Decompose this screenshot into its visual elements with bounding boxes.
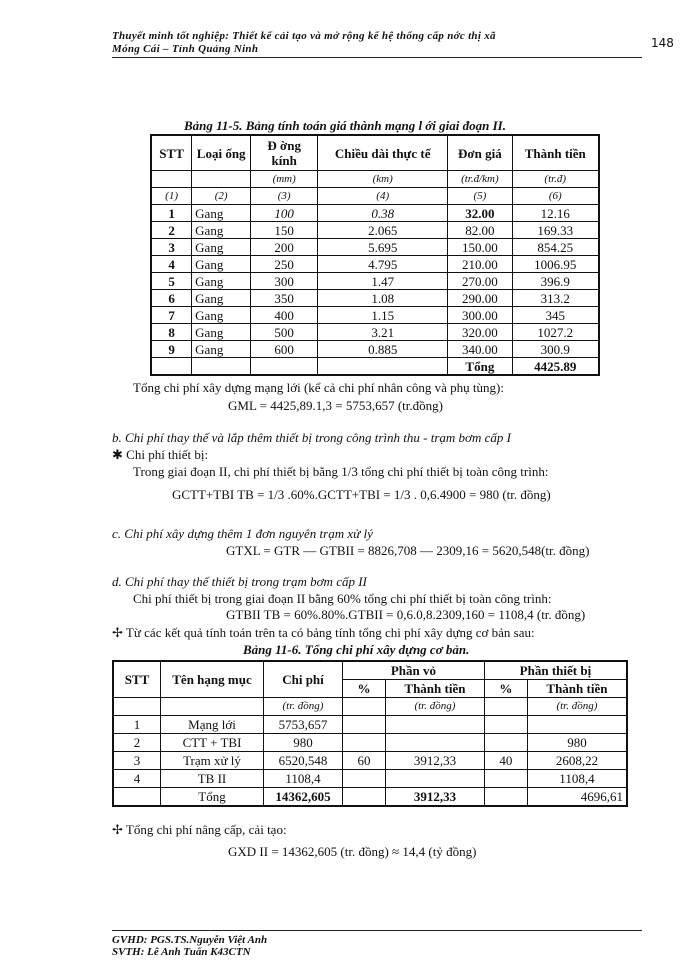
total-equipment: 4696,61 [527,788,627,807]
col-equip-percent: % [484,680,527,698]
table-row: 7 Gang 400 1.15 300.00 345 [151,307,599,324]
col-equip-amount: Thành tiền [527,680,627,698]
cross-bullet-icon: ✢ [112,822,126,837]
table-row: 6 Gang 350 1.08 290.00 313.2 [151,290,599,307]
col-shell: Phần vỏ [343,661,485,680]
footer-rule [112,930,642,931]
col-unit-price: Đơn giá [448,135,512,171]
total-row [151,358,599,376]
section-d-heading: d. Chi phí thay thế thiết bị trong trạm bơm cấp II [112,574,367,589]
header-line-1: Thuyết minh tốt nghiệp: Thiết kế cải tạo và mở rộng kế hệ thống cấp nớc thị xã [112,30,496,42]
col-stt: STT [113,661,161,698]
conclusion-formula: GXD II = 14362,605 (tr. đồng) ≈ 14,4 (tỷ đồng) [228,844,477,859]
header-line-2: Móng Cái – Tỉnh Quảng Ninh [112,43,259,55]
units-row: (mm) (km) (tr.đ/km) (tr.đ) [151,171,599,188]
basic-construction-cost-table [112,660,628,807]
table-row: 2 CTT + TBI 980 980 [113,734,627,752]
col-pipe-type: Loại ống [192,135,251,171]
bullet-icon: ✱ [112,447,127,462]
table1-caption: Bảng 11-5. Bảng tính toán giá thành mạng l ới giai đoạn II. [184,118,506,133]
table-row: 9 Gang 600 0.885 340.00 300.9 [151,341,599,358]
section-b-bullet: ✱ Chi phí thiết bị: [112,447,209,462]
units-row: (tr. đồng) (tr. đồng) (tr. đồng) [113,698,627,716]
col-equipment: Phần thiết bị [484,661,627,680]
total-row [113,788,627,807]
table-row: 3 Gang 200 5.695 150.00 854.25 [151,239,599,256]
total-label: Tổng [161,788,264,807]
section-c-formula: GTXL = GTR — GTBII = 8826,708 — 2309,16 = 5620,548(tr. đồng) [226,543,590,558]
table-row: 8 Gang 500 3.21 320.00 1027.2 [151,324,599,341]
col-cost: Chi phí [264,661,343,698]
footer-advisor: GVHD: PGS.TS.Nguyễn Việt Anh [112,934,268,946]
table-row: 3 Trạm xử lý 6520,548 60 3912,33 40 2608,22 [113,752,627,770]
col-shell-amount: Thành tiền [386,680,485,698]
page-footer [112,934,267,958]
footer-student: SVTH: Lê Anh Tuấn K43CTN [112,946,251,958]
cross-bullet-icon: ✢ [112,625,126,640]
section-b-paragraph: Trong giai đoạn II, chi phí thiết bị bằng 1/3 tổng chi phí thiết bị toàn công trình: [133,464,549,479]
col-amount: Thành tiền [512,135,599,171]
network-cost-formula: GML = 4425,89.1,3 = 5753,657 (tr.đồng) [228,398,443,413]
conclusion-label: ✢ Tổng chi phí nâng cấp, cải tạo: [112,822,287,837]
table-row: 5 Gang 300 1.47 270.00 396.9 [151,273,599,290]
section-d-formula: GTBII TB = 60%.80%.GTBII = 0,6.0,8.2309,160 = 1108,4 (tr. đồng) [226,607,586,622]
column-index-row: (1) (2) (3) (4) (5) (6) [151,188,599,205]
col-stt: STT [151,135,192,171]
col-shell-percent: % [343,680,386,698]
section-d-paragraph: Chi phí thiết bị trong giai đoạn II bằng 60% tổng chi phí thiết bị toàn công trình: [133,591,552,606]
table-row: 2 Gang 150 2.065 82.00 169.33 [151,222,599,239]
page-header [112,30,496,56]
section-c-heading: c. Chi phí xây dựng thêm 1 đơn nguyên trạm xử lý [112,526,373,541]
section-b-formula: GCTT+TBI TB = 1/3 .60%.GCTT+TBI = 1/3 . 0,6.4900 = 980 (tr. đồng) [172,487,551,502]
table-row: 4 TB II 1108,4 1108,4 [113,770,627,788]
section-b-heading: b. Chi phí thay thế và lắp thêm thiết bị trong công trình thu - trạm bơm cấp I [112,430,511,445]
table-row: 1 Mạng lới 5753,657 [113,716,627,734]
col-diameter: Đ ờng kính [251,135,318,171]
table-row: 4 Gang 250 4.795 210.00 1006.95 [151,256,599,273]
page-number: 148 [651,36,674,50]
summary-intro: ✢ Từ các kết quả tính toán trên ta có bảng tính tổng chi phí xây dựng cơ bản sau: [112,625,535,640]
col-item: Tên hạng mục [161,661,264,698]
col-length: Chiều dài thực tế [318,135,448,171]
network-cost-table [150,134,600,376]
header-rule [112,57,642,58]
total-shell: 3912,33 [386,788,485,807]
total-cost: 14362,605 [264,788,343,807]
total-value: 4425.89 [512,358,599,376]
table-row: 1 Gang 100 0.38 32.00 12.16 [151,205,599,222]
network-cost-paragraph: Tổng chi phí xây dựng mạng lới (kể cả chi phí nhân công và phụ tùng): [133,380,504,395]
total-label: Tổng [448,358,512,376]
table2-caption: Bảng 11-6. Tổng chi phí xây dựng cơ bản. [243,642,470,657]
